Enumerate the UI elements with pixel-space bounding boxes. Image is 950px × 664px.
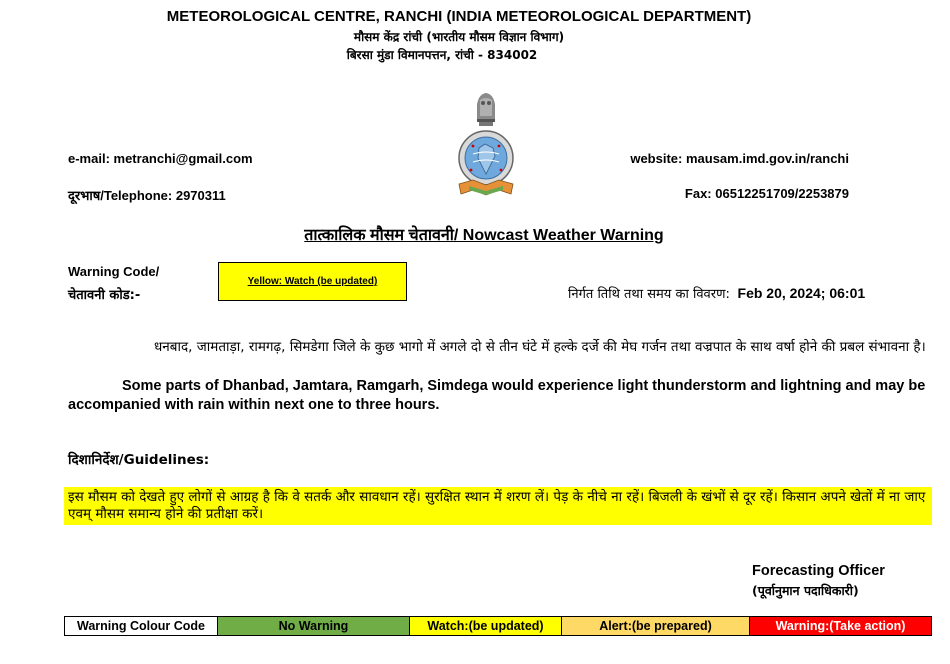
warning-code-label: Warning Code/ (68, 264, 160, 279)
issue-value: Feb 20, 2024; 06:01 (737, 285, 866, 301)
warning-code-label-hindi: चेतावनी कोड:- (68, 288, 141, 303)
header-line3: बिरसा मुंडा विमानपत्तन, रांची - 834002 (346, 48, 538, 62)
imd-emblem-icon (455, 90, 517, 206)
warning-colour-legend (64, 616, 932, 636)
issue-label: निर्गत तिथि तथा समय का विवरण: (568, 287, 730, 302)
forecasting-officer-title: Forecasting Officer (752, 563, 885, 579)
warning-code-value: Yellow: Watch (be updated) (247, 276, 378, 287)
guidelines-box (64, 487, 932, 525)
issue-datetime (568, 284, 865, 302)
fax-text: Fax: 06512251709/2253879 (684, 186, 849, 201)
warning-text-english: Some parts of Dhanbad, Jamtara, Ramgarh, Simdega would experience light thunderstorm and lightning and may be accompanied with rain within next one to three hours. (68, 378, 926, 413)
legend-watch: Watch:(be updated) (410, 617, 562, 635)
email-text: e-mail: metranchi@gmail.com (68, 151, 253, 166)
website-text: website: mausam.imd.gov.in/ranchi (630, 151, 849, 166)
guidelines-title: दिशानिर्देश/Guidelines: (68, 452, 210, 468)
header-line2: मौसम केंद्र रांची (भारतीय मौसम विज्ञान विभाग) (353, 30, 565, 44)
legend-warning: Warning:(Take action) (750, 617, 931, 635)
legend-alert: Alert:(be prepared) (562, 617, 750, 635)
telephone-text: दूरभाष/Telephone: 2970311 (68, 188, 226, 203)
guidelines-text: इस मौसम को देखते हुए लोगों से आग्रह है कि वे सतर्क और सावधान रहें। सुरक्षित स्थान में शरण लें। पेड़ के नीचे ना रहें। बिजली के खंभों से दूर रहें। किसान अपने खेतों में ना जाए एवम् मौसम समान्य होने की प्रतीक्षा करें। (68, 489, 926, 522)
page-title: तात्कालिक मौसम चेतावनी/ Nowcast Weather Warning (304, 227, 664, 244)
warning-text-hindi: धनबाद, जामताड़ा, रामगढ़, सिमडेगा जिले के कुछ भागो में अगले दो से तीन घंटे में हल्के दर्जे की मेघ गर्जन तथा वज्रपात के साथ वर्षा होने की प्रबल संभावना है। (154, 339, 926, 355)
warning-code-badge (218, 262, 407, 301)
header-line1: METEOROLOGICAL CENTRE, RANCHI (INDIA METEOROLOGICAL DEPARTMENT) (166, 8, 752, 25)
legend-no-warning: No Warning (218, 617, 410, 635)
legend-header: Warning Colour Code (65, 617, 218, 635)
forecasting-officer-hindi: (पूर्वानुमान पदाधिकारी) (752, 583, 859, 598)
